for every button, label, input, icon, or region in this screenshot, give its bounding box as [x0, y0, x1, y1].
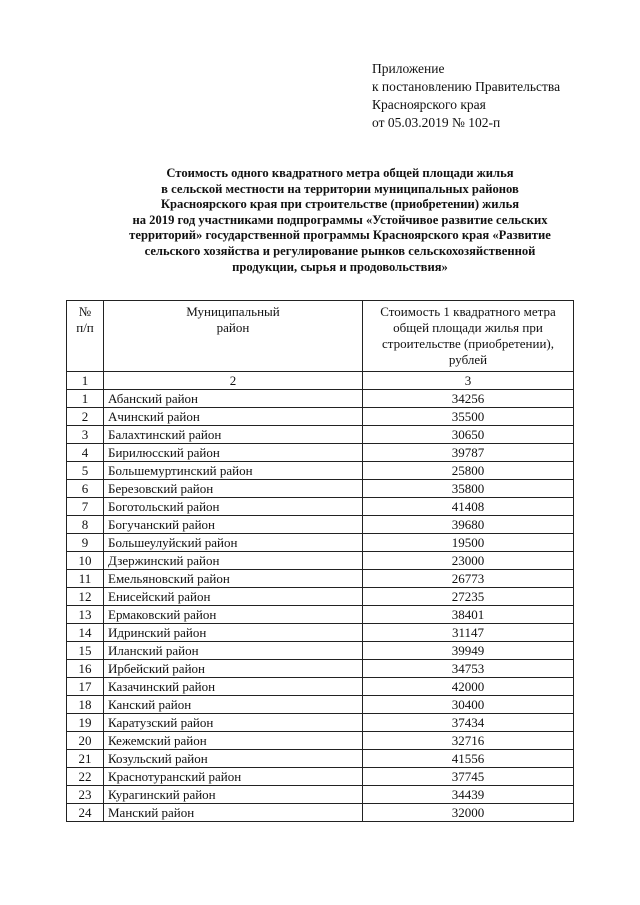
district-cell: Курагинский район [104, 786, 363, 804]
table-row [67, 516, 574, 534]
district-cell: Березовский район [104, 480, 363, 498]
title-line: Красноярского края при строительстве (приобретении) жилья [160, 197, 520, 212]
row-number-cell: 23 [67, 786, 104, 804]
row-number-cell: 6 [67, 480, 104, 498]
row-number-cell: 20 [67, 732, 104, 750]
table-row [67, 678, 574, 696]
cost-cell: 35800 [363, 480, 574, 498]
table-row [67, 750, 574, 768]
row-number-cell: 22 [67, 768, 104, 786]
cost-cell: 35500 [363, 408, 574, 426]
table-row [67, 390, 574, 408]
cost-cell: 23000 [363, 552, 574, 570]
district-cell: Иланский район [104, 642, 363, 660]
cost-cell: 42000 [363, 678, 574, 696]
district-cell: Богучанский район [104, 516, 363, 534]
table-row [67, 570, 574, 588]
table-row [67, 696, 574, 714]
district-cell: Емельяновский район [104, 570, 363, 588]
cost-cell: 39680 [363, 516, 574, 534]
table-row [67, 588, 574, 606]
row-number-cell: 1 [67, 390, 104, 408]
column-number-row [67, 372, 574, 390]
appendix-line: к постановлению Правительства [372, 79, 561, 94]
district-cell: Большемуртинский район [104, 462, 363, 480]
row-number-cell: 15 [67, 642, 104, 660]
appendix-header [372, 60, 560, 132]
cost-cell: 26773 [363, 570, 574, 588]
cost-cell: 38401 [363, 606, 574, 624]
district-cell: Балахтинский район [104, 426, 363, 444]
table-row [67, 714, 574, 732]
column-number-cell: 1 [67, 372, 104, 390]
header-cost [363, 301, 574, 372]
cost-cell: 32716 [363, 732, 574, 750]
district-cell: Краснотуранский район [104, 768, 363, 786]
row-number-cell: 7 [67, 498, 104, 516]
title-line: территорий» государственной программы Красноярского края «Развитие [129, 228, 551, 243]
cost-cell: 34256 [363, 390, 574, 408]
table-row [67, 480, 574, 498]
appendix-line: Красноярского края [372, 97, 486, 112]
table-row [67, 444, 574, 462]
row-number-cell: 19 [67, 714, 104, 732]
column-number-cell: 3 [363, 372, 574, 390]
row-number-cell: 16 [67, 660, 104, 678]
cost-cell: 30400 [363, 696, 574, 714]
district-cell: Канский район [104, 696, 363, 714]
title-line: продукции, сырья и продовольствия» [232, 259, 448, 274]
table-row [67, 534, 574, 552]
header-cost-line: Стоимость 1 квадратного метра [380, 304, 556, 319]
cost-cell: 30650 [363, 426, 574, 444]
header-district-line: Муниципальный [186, 304, 280, 319]
district-cell: Каратузский район [104, 714, 363, 732]
document-title [70, 166, 610, 275]
table-row [67, 732, 574, 750]
row-number-cell: 11 [67, 570, 104, 588]
cost-table [66, 300, 574, 822]
header-cost-line: строительстве (приобретении), [382, 336, 554, 351]
table-row [67, 642, 574, 660]
title-line: на 2019 год участниками подпрограммы «Устойчивое развитие сельских [132, 212, 548, 227]
row-number-cell: 18 [67, 696, 104, 714]
district-cell: Казачинский район [104, 678, 363, 696]
district-cell: Боготольский район [104, 498, 363, 516]
appendix-line: от 05.03.2019 № 102-п [372, 115, 501, 130]
district-cell: Кежемский район [104, 732, 363, 750]
district-cell: Козульский район [104, 750, 363, 768]
row-number-cell: 24 [67, 804, 104, 822]
district-cell: Енисейский район [104, 588, 363, 606]
row-number-cell: 21 [67, 750, 104, 768]
district-cell: Ермаковский район [104, 606, 363, 624]
row-number-cell: 8 [67, 516, 104, 534]
header-district-line: район [216, 320, 250, 335]
district-cell: Абанский район [104, 390, 363, 408]
cost-cell: 41556 [363, 750, 574, 768]
table-row [67, 786, 574, 804]
column-number-cell: 2 [104, 372, 363, 390]
district-cell: Большеулуйский район [104, 534, 363, 552]
table-row [67, 804, 574, 822]
row-number-cell: 5 [67, 462, 104, 480]
cost-cell: 25800 [363, 462, 574, 480]
cost-cell: 39787 [363, 444, 574, 462]
header-number [67, 301, 104, 372]
table-row [67, 498, 574, 516]
cost-cell: 19500 [363, 534, 574, 552]
district-cell: Идринский район [104, 624, 363, 642]
table-row [67, 660, 574, 678]
row-number-cell: 9 [67, 534, 104, 552]
cost-cell: 37745 [363, 768, 574, 786]
table-row [67, 552, 574, 570]
district-cell: Бирилюсский район [104, 444, 363, 462]
cost-cell: 31147 [363, 624, 574, 642]
header-district [104, 301, 363, 372]
district-cell: Дзержинский район [104, 552, 363, 570]
table-row [67, 606, 574, 624]
cost-cell: 41408 [363, 498, 574, 516]
cost-cell: 37434 [363, 714, 574, 732]
row-number-cell: 14 [67, 624, 104, 642]
row-number-cell: 2 [67, 408, 104, 426]
table-row [67, 624, 574, 642]
table-row [67, 768, 574, 786]
header-number-line: № [78, 304, 92, 319]
cost-cell: 32000 [363, 804, 574, 822]
cost-cell: 34439 [363, 786, 574, 804]
title-line: в сельской местности на территории муниципальных районов [161, 181, 519, 196]
row-number-cell: 12 [67, 588, 104, 606]
district-cell: Ирбейский район [104, 660, 363, 678]
row-number-cell: 10 [67, 552, 104, 570]
header-number-line: п/п [76, 320, 94, 335]
table-row [67, 462, 574, 480]
table-row [67, 408, 574, 426]
cost-cell: 27235 [363, 588, 574, 606]
header-cost-line: общей площади жилья при [393, 320, 543, 335]
appendix-line: Приложение [372, 61, 445, 76]
row-number-cell: 17 [67, 678, 104, 696]
district-cell: Манский район [104, 804, 363, 822]
row-number-cell: 3 [67, 426, 104, 444]
cost-cell: 39949 [363, 642, 574, 660]
title-line: Стоимость одного квадратного метра общей площади жилья [166, 166, 514, 180]
header-cost-line: рублей [448, 352, 488, 367]
cost-cell: 34753 [363, 660, 574, 678]
row-number-cell: 13 [67, 606, 104, 624]
title-line: сельского хозяйства и регулирование рынков сельскохозяйственной [144, 243, 536, 258]
row-number-cell: 4 [67, 444, 104, 462]
table-row [67, 426, 574, 444]
table-header-row [67, 301, 574, 372]
district-cell: Ачинский район [104, 408, 363, 426]
